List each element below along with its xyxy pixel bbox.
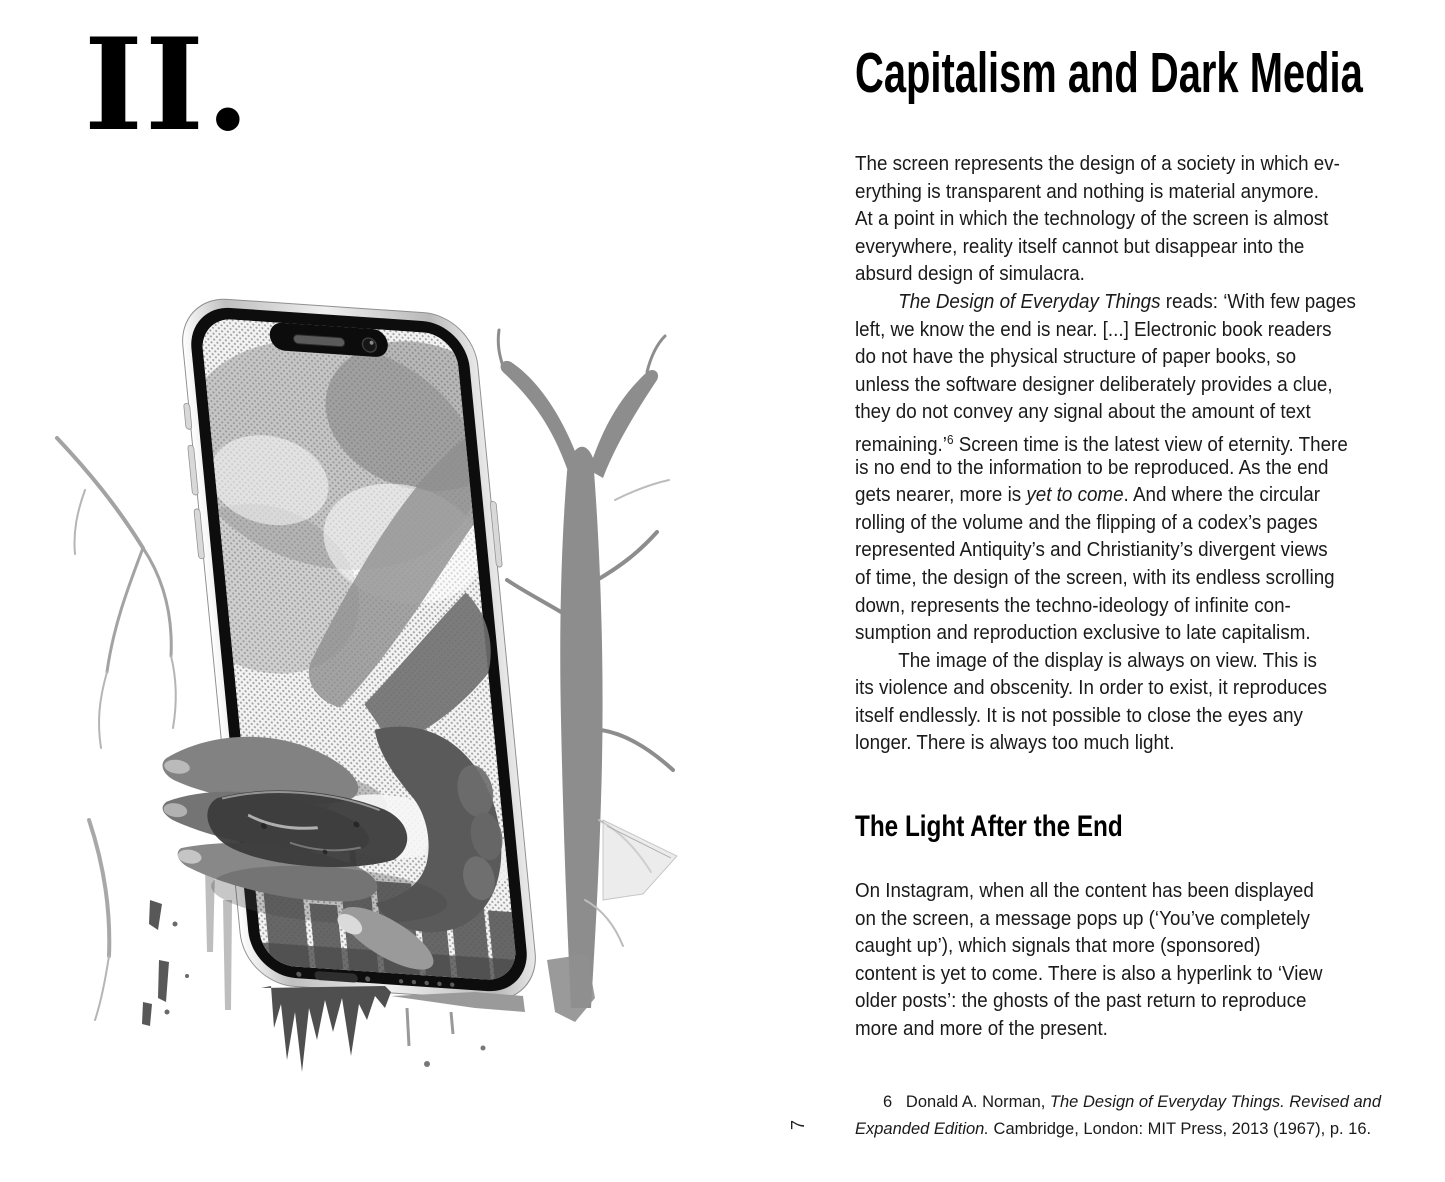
text-line: more and more of the present. [855, 1017, 1108, 1040]
text-line: of time, the design of the screen, with its endless scrolling [855, 566, 1335, 589]
text-line: At a point in which the technology of the screen is almost [855, 208, 1329, 231]
text-line: erything is transparent and nothing is material anymore. [855, 180, 1319, 203]
text-line: rolling of the volume and the flipping of a codex’s pages [855, 511, 1318, 534]
phone [112, 292, 569, 1006]
text-line: The screen represents the design of a society in which ev- [855, 153, 1340, 175]
text-line: Expanded Edition. Cambridge, London: MIT Press, 2013 (1967), p. 16. [855, 1120, 1372, 1138]
text-line: content is yet to come. There is also a hyperlink to ‘View [855, 962, 1323, 985]
body-group-1 [855, 151, 1400, 758]
text-line: is no end to the information to be reproduced. As the end [855, 456, 1329, 479]
text-line: represented Antiquity’s and Christianity’s divergent views [855, 539, 1328, 562]
text-line: on the screen, a message pops up (‘You’ve completely [855, 907, 1310, 930]
text-line: do not have the physical structure of paper books, so [855, 346, 1297, 369]
text-line: its violence and obscenity. In order to exist, it reproduces [855, 677, 1327, 700]
text-line: The Design of Everyday Things reads: ‘With few pages [898, 290, 1356, 313]
text-line: unless the software designer deliberately provides a clue, [855, 373, 1333, 396]
text-line: The image of the display is always on view. This is [898, 649, 1317, 672]
text-line: On Instagram, when all the content has been displayed [855, 880, 1314, 902]
text-line: itself endlessly. It is not possible to close the eyes any [855, 704, 1303, 727]
text-line: down, represents the techno-ideology of infinite con- [855, 594, 1291, 617]
left-branches-art [57, 438, 176, 1020]
paragraph [855, 878, 1400, 1044]
text-line: remaining.’$^6$ Screen time is the latest view of eternity. There [855, 432, 1348, 456]
paragraph [855, 151, 1400, 289]
paragraph [855, 648, 1400, 758]
text-line: 6 Donald A. Norman, The Design of Everyday Things. Revised and [883, 1093, 1382, 1111]
chapter-numeral: II. [84, 11, 252, 159]
text-line: longer. There is always too much light. [855, 732, 1175, 755]
phone-collage-illustration [55, 260, 685, 1090]
body-group-2 [855, 878, 1400, 1044]
footnote [855, 1089, 1415, 1143]
bottom-drips-art [261, 986, 525, 1072]
text-line: gets nearer, more is yet to come. And where the circular [855, 484, 1321, 507]
text-line: caught up’), which signals that more (sponsored) [855, 935, 1261, 958]
paragraph [855, 1089, 1415, 1143]
paragraph [855, 289, 1400, 648]
page-number: 7 [787, 1120, 808, 1131]
text-line: older posts’: the ghosts of the past return to reproduce [855, 990, 1307, 1013]
page-title: Capitalism and Dark Media [855, 41, 1363, 105]
text-line: sumption and reproduction exclusive to late capitalism. [855, 622, 1311, 645]
text-line: left, we know the end is near. [...] Electronic book readers [855, 318, 1332, 341]
text-line: absurd design of simulacra. [855, 263, 1085, 286]
subheading: The Light After the End [855, 810, 1123, 843]
text-line: they do not convey any signal about the amount of text [855, 401, 1311, 424]
text-line: everywhere, reality itself cannot but disappear into the [855, 235, 1305, 258]
